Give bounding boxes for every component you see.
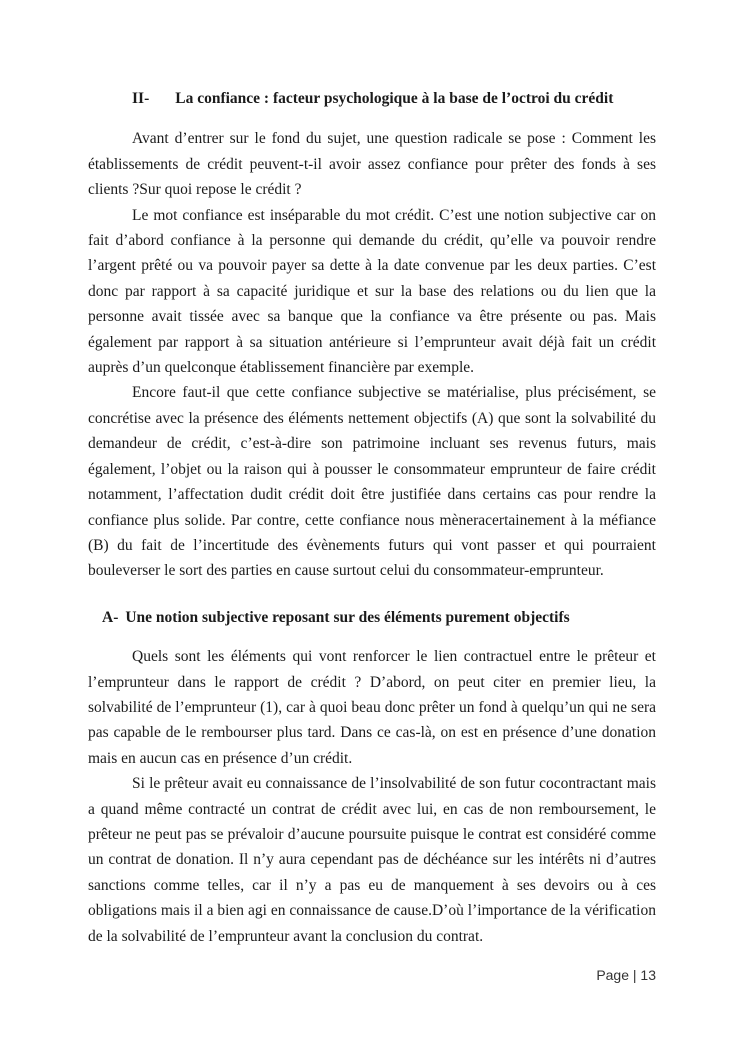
paragraph: Avant d’entrer sur le fond du sujet, une question radicale se pose : Comment les établissements de crédit peuvent-t-il avoir assez confiance pour prêter des fonds à ses clients ?Sur quoi repose le crédit ? bbox=[88, 130, 656, 199]
paragraph: Quels sont les éléments qui vont renforcer le lien contractuel entre le prêteur et l’emprunteur dans le rapport de crédit ? D’abord, on peut citer en premier lieu, la solvabilité de l’emprunteur (1), car à quoi beau donc prêter un fond à quelqu’un qui ne sera pas capable de le rembourser plus tard. Dans ce cas-là, on est en présence d’une donation mais en aucun cas en présence d’un crédit. bbox=[88, 648, 656, 767]
section-title: La confiance : facteur psychologique à la base de l’octroi du crédit bbox=[175, 90, 614, 107]
subsection-title: Une notion subjective reposant sur des éléments purement objectifs bbox=[125, 608, 570, 626]
subsection-body bbox=[88, 644, 656, 949]
section-heading bbox=[88, 86, 656, 111]
paragraph: Encore faut-il que cette confiance subjective se matérialise, plus précisément, se concrétise avec la présence des éléments nettement objectifs (A) que sont la solvabilité du demandeur de crédit, c’est-à-dire son patrimoine incluant ses revenus futurs, mais également, l’objet ou la raison qui à pousser le consommateur emprunteur de faire crédit notamment, l’affectation dudit crédit doit être justifiée dans certains cas pour rendre la confiance plus solide. Par contre, cette confiance nous mèneracertainement à la méfiance (B) du fait de l’incertitude des évènements futurs qui vont passer et qui pourraient bouleverser le sort des parties en cause surtout celui du consommateur-emprunteur. bbox=[88, 384, 656, 580]
section-body bbox=[88, 126, 656, 583]
subsection-heading bbox=[102, 605, 656, 630]
subsection-numeral: A- bbox=[102, 608, 119, 626]
page-number: Page | 13 bbox=[596, 967, 656, 983]
paragraph: Si le prêteur avait eu connaissance de l’insolvabilité de son futur cocontractant mais a quand même contracté un contrat de crédit avec lui, en cas de non remboursement, le prêteur ne peut pas se prévaloir d’aucune poursuite puisque le contrat est considéré comme un contrat de donation. Il n’y aura cependant pas de déchéance sur les intérêts ni d’autres sanctions comme telles, car il n’y a pas eu de manquement à ses devoirs ou à ces obligations mais il a bien agi en connaissance de cause.D’où l’importance de la vérification de la solvabilité de l’emprunteur avant la conclusion du contrat. bbox=[88, 775, 656, 945]
section-numeral: II- bbox=[132, 90, 150, 107]
paragraph: Le mot confiance est inséparable du mot crédit. C’est une notion subjective car on fait d’abord confiance à la personne qui demande du crédit, qu’elle va pouvoir rendre l’argent prêté ou va pouvoir payer sa dette à la date convenue par les deux parties. C’est donc par rapport à sa capacité juridique et sur la base des relations ou du lien que la personne avait tissée avec sa banque que la confiance va être présente ou pas. Mais également par rapport à sa situation antérieure si l’emprunteur avait déjà fait un crédit auprès d’un quelconque établissement financière par exemple. bbox=[88, 206, 656, 377]
